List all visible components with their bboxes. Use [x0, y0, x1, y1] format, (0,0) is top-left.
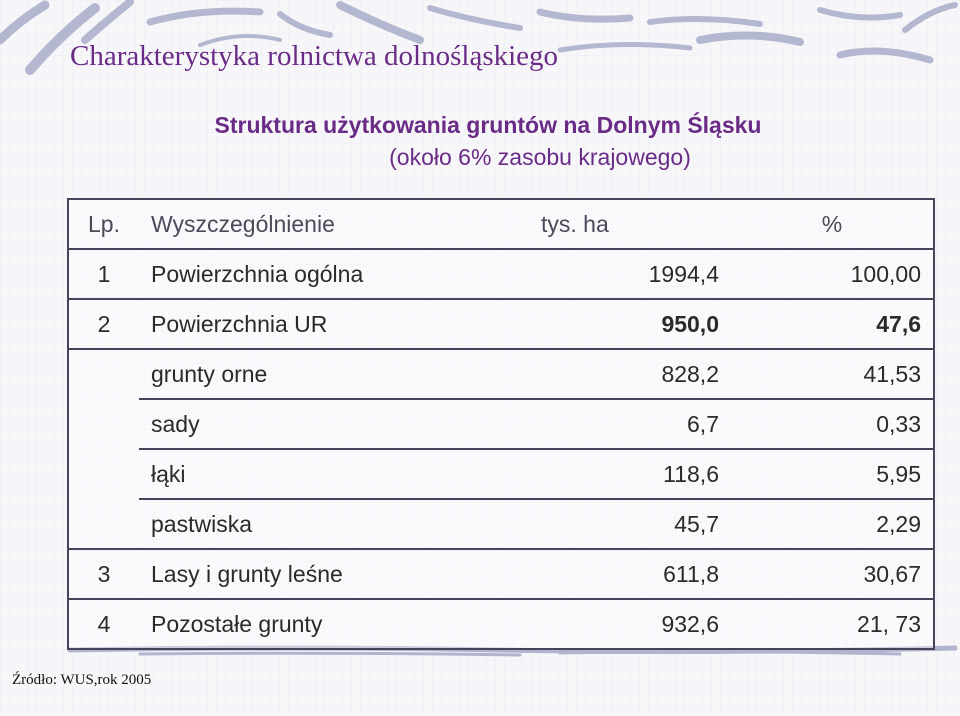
subtitle-line-1: Struktura użytkowania gruntów na Dolnym Śląsku — [214, 112, 762, 138]
cell-lp: 2 — [68, 299, 139, 349]
cell-lp — [68, 399, 139, 449]
cell-pct: 41,53 — [731, 349, 934, 399]
cell-ha: 950,0 — [481, 299, 731, 349]
slide-title: Charakterystyka rolnictwa dolnośląskiego — [70, 40, 559, 72]
header-ha: tys. ha — [481, 199, 731, 249]
cell-name: łąki — [139, 449, 481, 499]
cell-ha: 6,7 — [481, 399, 731, 449]
table-row — [68, 249, 934, 299]
table-row — [68, 499, 934, 549]
cell-ha: 828,2 — [481, 349, 731, 399]
cell-lp — [68, 449, 139, 499]
cell-pct: 30,67 — [731, 549, 934, 599]
cell-pct: 2,29 — [731, 499, 934, 549]
cell-name: pastwiska — [139, 499, 481, 549]
table-row — [68, 599, 934, 649]
cell-name: Lasy i grunty leśne — [139, 549, 481, 599]
cell-ha: 932,6 — [481, 599, 731, 649]
cell-pct: 100,00 — [731, 249, 934, 299]
subtitle-line-2 — [60, 144, 960, 171]
header-name: Wyszczególnienie — [139, 199, 481, 249]
source-note: Źródło: WUS,rok 2005 — [12, 672, 152, 688]
header-lp: Lp. — [68, 199, 139, 249]
cell-pct: 47,6 — [731, 299, 934, 349]
cell-lp: 4 — [68, 599, 139, 649]
cell-lp: 3 — [68, 549, 139, 599]
cell-name: sady — [139, 399, 481, 449]
header-pct: % — [731, 199, 934, 249]
cell-ha: 45,7 — [481, 499, 731, 549]
cell-lp — [68, 349, 139, 399]
cell-lp — [68, 499, 139, 549]
cell-name: Pozostałe grunty — [139, 599, 481, 649]
cell-ha: 611,8 — [481, 549, 731, 599]
land-use-table — [67, 198, 935, 650]
table-row — [68, 299, 934, 349]
cell-name: Powierzchnia ogólna — [139, 249, 481, 299]
cell-pct: 0,33 — [731, 399, 934, 449]
table-header-row — [68, 199, 934, 249]
cell-ha: 1994,4 — [481, 249, 731, 299]
subtitle-line-2-text: (około 6% zasobu krajowego) — [389, 144, 691, 170]
table-row — [68, 549, 934, 599]
table-row — [68, 349, 934, 399]
cell-lp: 1 — [68, 249, 139, 299]
cell-name: Powierzchnia UR — [139, 299, 481, 349]
table-row — [68, 399, 934, 449]
cell-name: grunty orne — [139, 349, 481, 399]
cell-ha: 118,6 — [481, 449, 731, 499]
cell-pct: 21, 73 — [731, 599, 934, 649]
table-row — [68, 449, 934, 499]
cell-pct: 5,95 — [731, 449, 934, 499]
